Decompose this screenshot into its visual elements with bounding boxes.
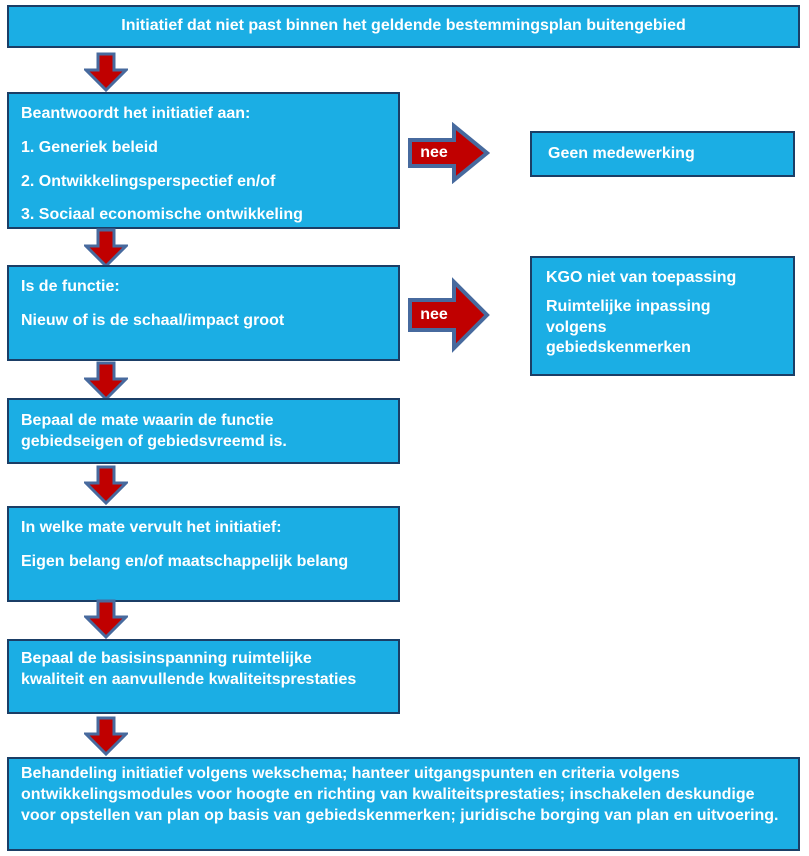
node-step1 [7,92,400,229]
step3-text: Bepaal de mate waarin de functie gebiedseigen of gebiedsvreemd is. [21,412,287,450]
connector-arrow-down-6 [84,716,128,756]
node-step3 [7,398,400,464]
step1-line-0: Beantwoordt het initiatief aan: [21,105,251,122]
node-step2 [7,265,400,361]
connector-arrow-down-4 [84,465,128,505]
node-start [7,5,800,48]
outcome1-text: Geen medewerking [548,144,695,162]
outcome2-para1: KGO niet van toepassing [546,269,737,286]
step1-line-3: 3. Sociaal economische ontwikkeling [21,206,303,224]
node-start-text: Initiatief dat niet past binnen het geldende bestemmingsplan buitengebied [121,17,686,35]
node-step5 [7,639,400,714]
connector-arrow-nee-1 [408,122,490,184]
step4-para2: Eigen belang en/of maatschappelijk belang [21,552,349,570]
connector-label-nee-1: nee [420,144,448,161]
step1-line-2: 2. Ontwikkelingsperspectief en/of [21,172,276,190]
connector-arrow-down-5 [84,599,128,639]
node-outcome1 [530,131,795,177]
step1-line-1: 1. Generiek beleid [21,138,158,156]
step2-para1: Is de functie: [21,278,120,295]
outcome2-para2: Ruimtelijke inpassing volgens gebiedskenmerken [546,297,711,357]
step4-para1: In welke mate vervult het initiatief: [21,519,282,536]
connector-arrow-down-3 [84,361,128,401]
connector-arrow-nee-2 [408,276,490,354]
node-end-text: Behandeling initiatief volgens wekschema; hanteer uitgangspunten en criteria volgens ontwikkelingsmodules voor hoogte en richting van kwaliteitsprestaties; inschakelen deskundige voor opstellen van plan op basis van gebiedskenmerken; juridische borging van plan en uitvoering. [21,765,779,824]
step5-text: Bepaal de basisinspanning ruimtelijke kwaliteit en aanvullende kwaliteitsprestaties [21,650,357,688]
connector-label-nee-2: nee [420,306,448,323]
node-outcome2 [530,256,795,376]
node-step4 [7,506,400,602]
connector-arrow-down-1 [84,52,128,92]
step2-para2: Nieuw of is de schaal/impact groot [21,311,285,329]
node-end [7,757,800,851]
connector-arrow-down-2 [84,228,128,268]
